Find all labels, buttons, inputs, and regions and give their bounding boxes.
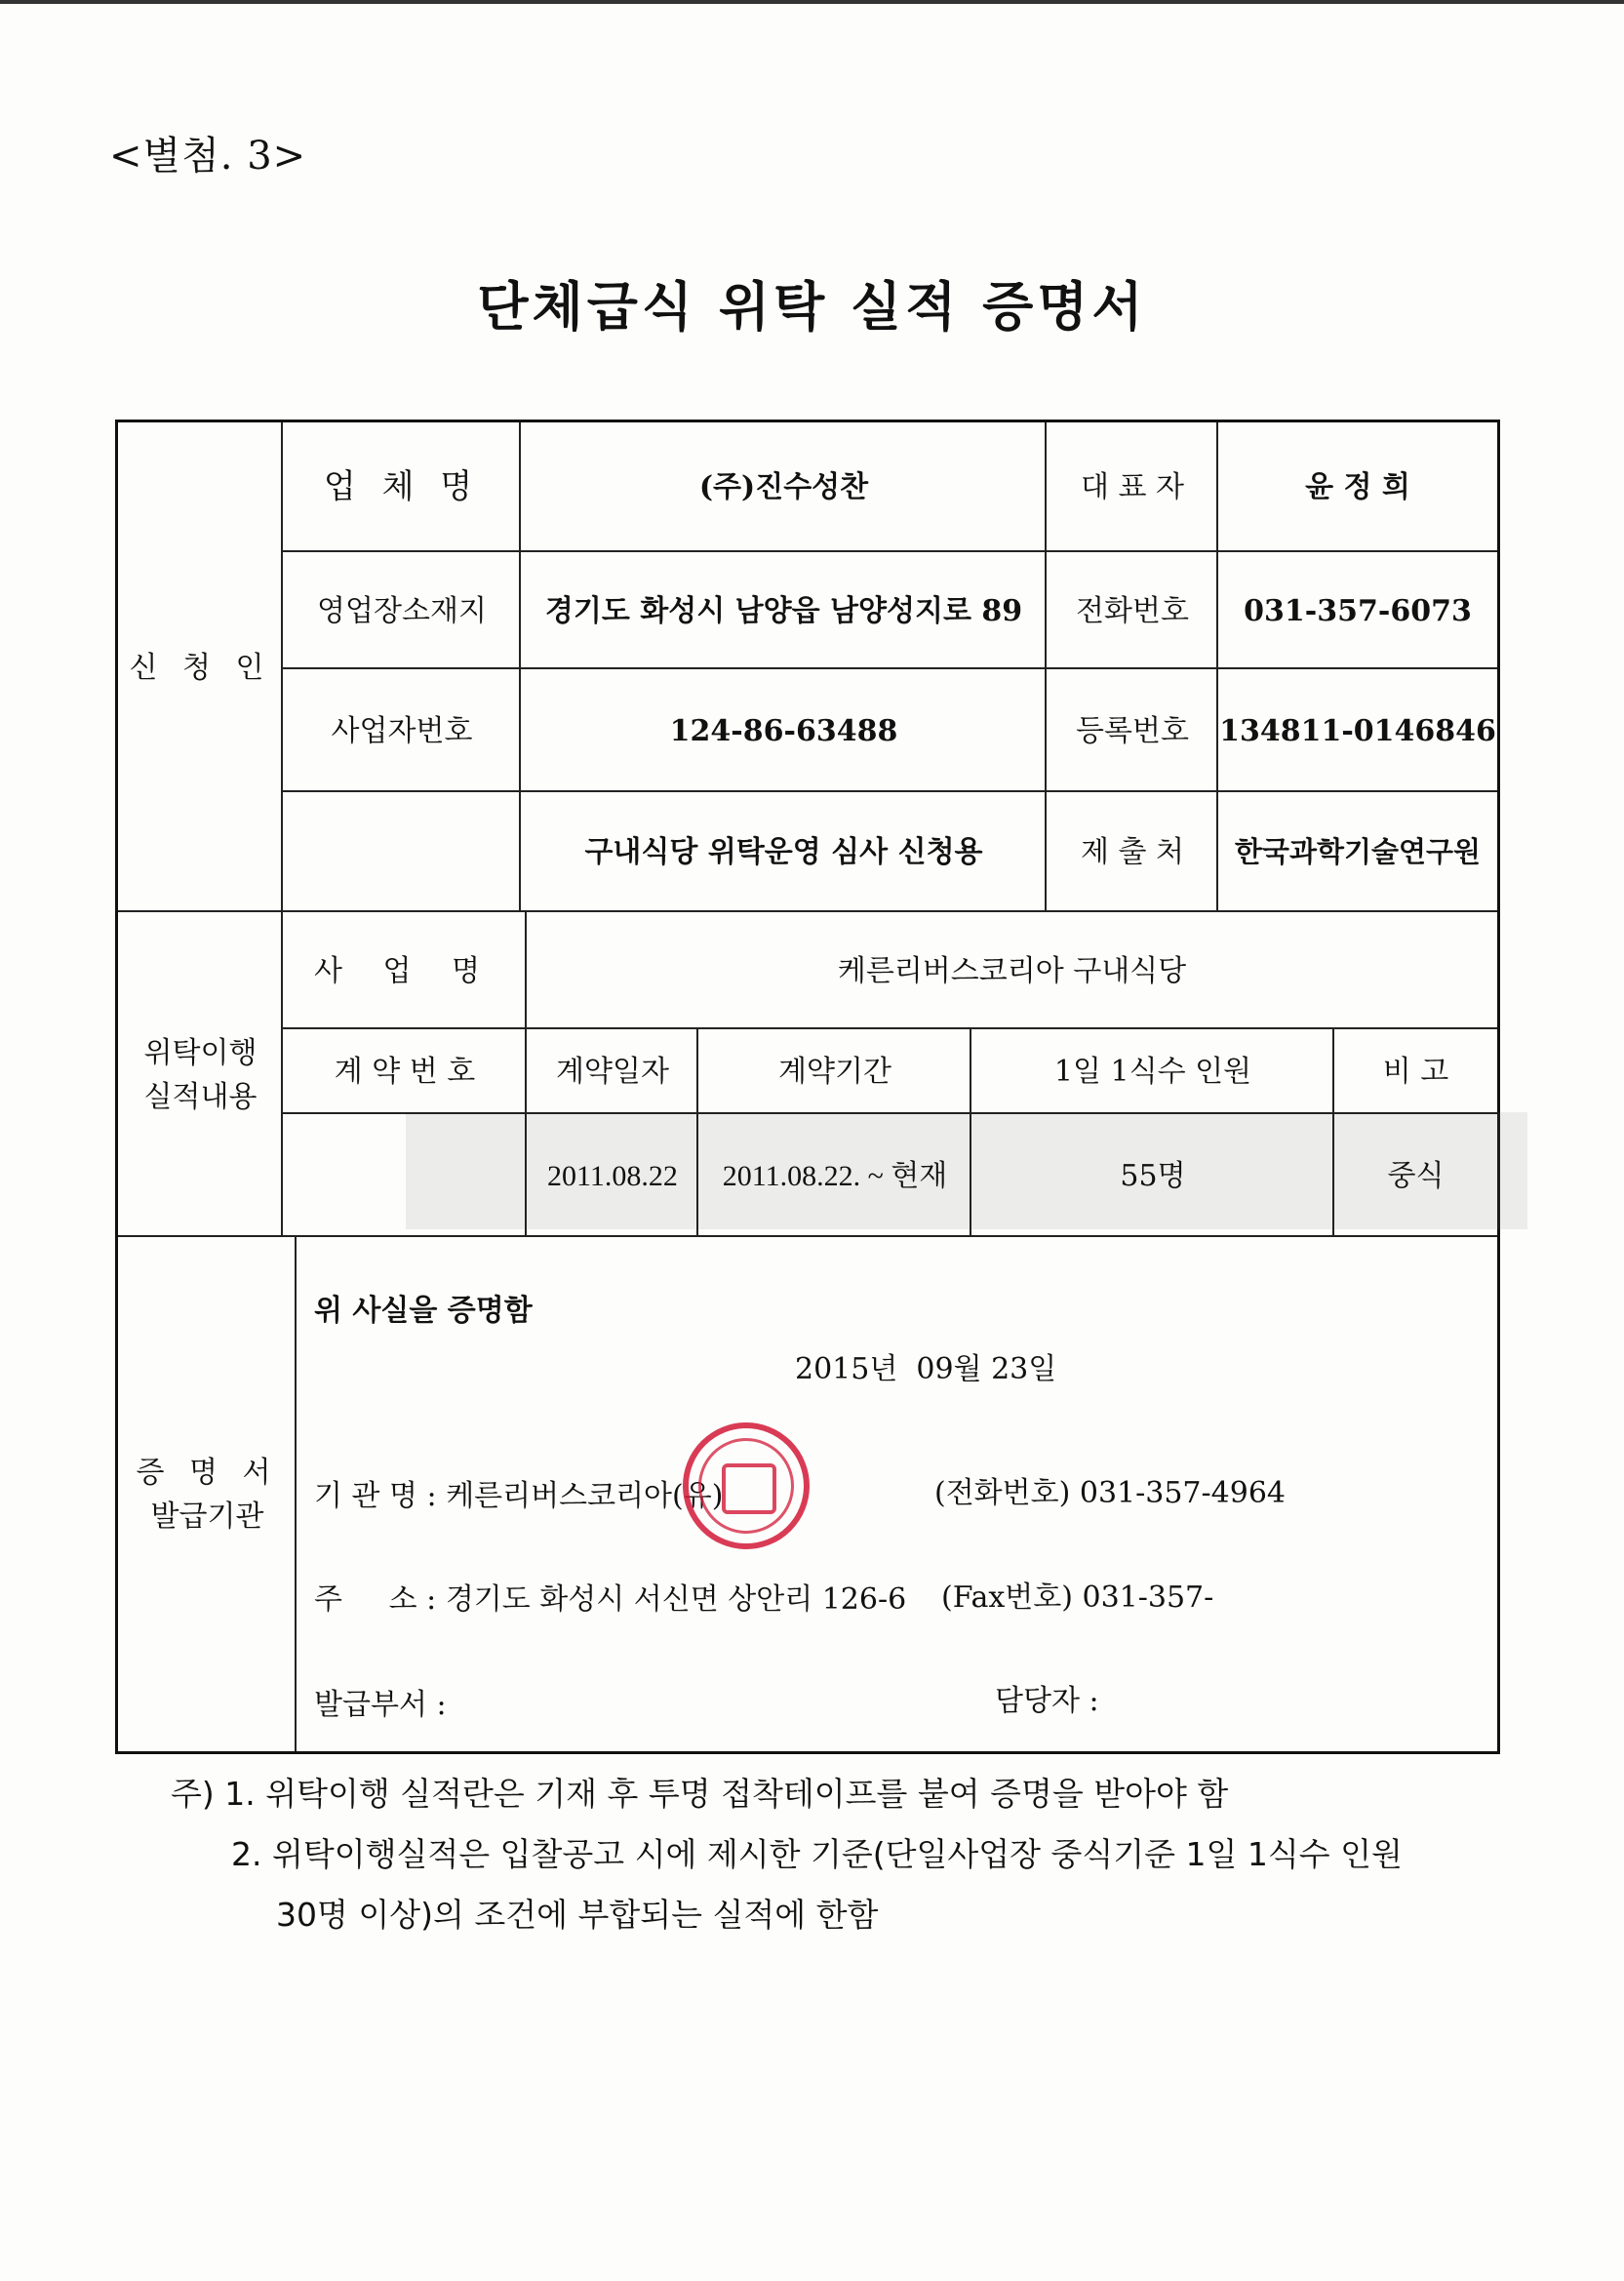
contract-period-cell: 2011.08.22. ~ 현재 <box>696 1112 971 1237</box>
daily-meals-header: 1일 1식수 인원 <box>970 1027 1334 1114</box>
issuing-department: 발급부서 : <box>314 1688 447 1722</box>
contract-date-header: 계약일자 <box>525 1027 698 1114</box>
certify-statement: 위 사실을 증명함 <box>314 1294 533 1328</box>
performance-section-label: 위탁이행 실적내용 <box>118 910 283 1237</box>
representative-value: 윤 정 희 <box>1216 422 1497 552</box>
issuer-address: 주 소 : 경기도 화성시 서신면 상안리 126-6 <box>314 1582 907 1617</box>
issuer-org: 기 관 명 : 케른리버스코리아(유) <box>314 1479 724 1513</box>
daily-meals-cell: 55명 <box>970 1112 1334 1237</box>
issuer-phone: (전화번호) 031-357-4964 <box>934 1476 1287 1510</box>
registration-number-label: 등록번호 <box>1045 667 1218 792</box>
phone-label: 전화번호 <box>1045 550 1218 669</box>
scan-edge <box>0 0 1624 10</box>
company-value: (주)진수성찬 <box>519 422 1047 552</box>
person-in-charge: 담당자 : <box>995 1684 1099 1718</box>
business-name-label: 사 업 명 <box>281 910 527 1029</box>
applicant-section-label: 신 청 인 <box>129 650 272 685</box>
issuer-section-label: 증 명 서 발급기관 <box>118 1235 297 1751</box>
representative-label: 대 표 자 <box>1045 422 1218 552</box>
notes-section <box>171 1764 1403 1945</box>
company-label: 업 체 명 <box>281 422 521 552</box>
issuer-fax: (Fax번호) 031-357- <box>941 1581 1214 1615</box>
contract-number-header: 계 약 번 호 <box>281 1027 527 1114</box>
remarks-header: 비 고 <box>1332 1027 1497 1114</box>
submit-to-value: 한국과학기술연구원 <box>1216 790 1497 912</box>
address-value: 경기도 화성시 남양읍 남양성지로 89 <box>519 550 1047 669</box>
company-seal <box>683 1422 810 1549</box>
attachment-label: <별첨. 3> <box>109 134 307 179</box>
submit-to-label: 제 출 처 <box>1045 790 1218 912</box>
note-2-continued: 30명 이상)의 조건에 부합되는 실적에 한함 <box>276 1896 879 1934</box>
phone-value: 031-357-6073 <box>1216 550 1497 669</box>
registration-number-value: 134811-0146846 <box>1216 667 1497 792</box>
contract-period-header: 계약기간 <box>696 1027 971 1114</box>
note-1: 주) 1. 위탁이행 실적란은 기재 후 투명 접착테이프를 붙여 증명을 받아야 함 <box>171 1775 1229 1813</box>
purpose-value: 구내식당 위탁운영 심사 신청용 <box>519 790 1047 912</box>
business-number-label: 사업자번호 <box>281 667 521 792</box>
business-number-value: 124-86-63488 <box>519 667 1047 792</box>
issue-date: 2015년 09월 23일 <box>795 1352 1057 1386</box>
contract-number-cell <box>281 1112 527 1237</box>
contract-date-cell: 2011.08.22 <box>525 1112 698 1237</box>
address-label: 영업장소재지 <box>281 550 521 669</box>
remarks-cell: 중식 <box>1332 1112 1497 1237</box>
purpose-label-empty <box>281 790 521 912</box>
document-title: 단체급식 위탁 실적 증명서 <box>477 276 1147 338</box>
business-name-value: 케른리버스코리아 구내식당 <box>525 910 1497 1029</box>
note-2: 2. 위탁이행실적은 입찰공고 시에 제시한 기준(단일사업장 중식기준 1일 1식수 인원 <box>231 1835 1403 1873</box>
